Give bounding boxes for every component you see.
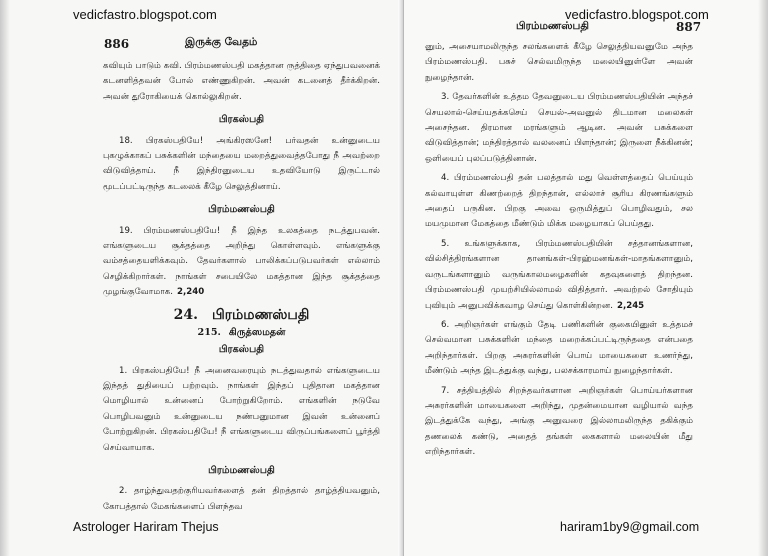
- right-running-head: பிரம்மணஸ்பதி: [516, 20, 589, 32]
- paragraph-verse-1: 1. பிரகஸ்பதியே! நீ அனைவரையும் நடத்துவதால் எங்களுடைய இந்தத் துதியைப் பற்றவும். நாங்கள் இந்தப் புதிதான மகத்தான மொழியால் உன்னைப் போற்றுகிறோம். எங்களின் நடுவே பொழிபவனும் உன்னுடைய நண்பனுமான இவன் உன்னைப் போற்றுகிறன். பிரகஸ்பதியே! நீ எங்களுடைய விருப்பங்களைப் பூர்த்தி செய்வாயாக.: [103, 365, 380, 453]
- verse-19-text: 19. பிரம்மணஸ்பதியே! நீ இந்த உலகத்தை நடத்துபவன். எங்களுடைய சூக்தத்தை அறிந்து கொள்ளவும். எங்களுக்கு வம்சத்தையளிக்கவும். தேவர்களால் பாலிக்கப்படுபவர்கள் எல்லாம் செழிக்கிறார்கள். நாங்கள் சபையிலே மகத்தான இந்த சூக்தத்தை முழங்குவோமாக.: [103, 225, 380, 298]
- watermark-bottom-left: Astrologer Hariram Thejus: [73, 520, 219, 534]
- section-heading-brahmanaspati-2: பிரம்மணஸ்பதி: [208, 464, 275, 476]
- paragraph-verse-5: [425, 237, 693, 314]
- paragraph-verse-3: 3. தேவர்களின் உத்தம தேவனுடைய பிரம்மணஸ்பதியின் அந்தச் செயலால்-செய்யதக்கசெய் செயல்-அவனுல் திடமான மலைகள் அசைந்தன. திரமான மரங்களும் ஆடின. அவன் பசுக்களை விடுவித்தான்; மந்திரத்தால் வலனைப் பிளந்தான்; இருளை நீக்கினன்; ஒளியைப் புலப்படுத்தினான்.: [425, 92, 693, 164]
- right-page: [404, 0, 768, 556]
- watermark-bottom-right: hariram1by9@gmail.com: [560, 520, 700, 534]
- section-heading-brahmanaspati: பிரம்மணஸ்பதி: [208, 204, 275, 216]
- section-number: 24.: [173, 306, 199, 323]
- verse-5-text: 5. உங்களுக்காக, பிரம்மணஸ்பதியின் சத்தானங்களான, வில்சித்திரங்களான தானங்கள்-பிரஹ்மனங்கள்-மாதங்களானும், வருடங்களானும் வருங்காலமழைகளின் கதவுகளைத் திறந்தன. பிரம்மணஸ்பதி முயற்சியில்லாமல் விதித்தார். அவற்றல் சோதியும் புவியும் அனுபவிக்கவாழ செய்து கொள்கின்றன.: [425, 238, 693, 311]
- watermark-top-right: vedicfastro.blogspot.com: [565, 7, 709, 22]
- section-title: [103, 305, 380, 325]
- right-text-column: [425, 40, 693, 461]
- section-heading-brihaspati: பிரகஸ்பதி: [218, 114, 265, 126]
- hymn-number: 215.: [197, 326, 221, 338]
- paragraph-continued: கவியும் பாடும் கவி. பிரம்மணஸ்பதி மகத்தான ருத்திதை ஏந்துபவனைக் கடனளித்தவன் போல் எண்ணுகிறன். அவன் கடனைத் தீர்க்கிறன். அவன் துரோகியைக் கொல்லுகிறன்.: [103, 61, 380, 102]
- left-edge-shadow: [0, 0, 10, 556]
- paragraph-verse-19: [103, 224, 380, 301]
- verse-5-reference: 2,245: [616, 300, 645, 311]
- verse-reference: 2,240: [177, 287, 205, 298]
- paragraph-verse-2: 2. தாழ்ந்துவதற்குரியவர்களைத் தன் திறத்தால் தாழ்த்தியவனும், கோபத்தால் மேகங்களைப் பிளந்தவ: [103, 486, 380, 512]
- paragraph-verse-6: 6. அறிஞர்கள் எங்கும் தேடி பணிகளின் குகையினுள் உத்தமச் செல்வமான பசுக்களின் மந்தை மறைக்கப்பட்டிருந்ததை என்பதை அறிந்தார்கள். பிறகு அசுரர்களின் பொய் மாயைகளை உணர்ந்து, மீண்டும் அந்த இடத்துக்கு வந்து, பலசக்காரமாய் நுழைந்தார்கள்.: [425, 319, 693, 377]
- watermark-top-left: vedicfastro.blogspot.com: [73, 7, 217, 22]
- paragraph-continued-right: னும், அசையாமலிருந்த சலங்களைக் கீழே செலுத்தியவனுமே அந்த பிரம்மணஸ்பதி. பசுச் செல்வமிருந்த மலையினுள்ளே அவன் நுழைந்தான்.: [425, 42, 693, 83]
- left-page-number: 886: [104, 37, 130, 51]
- left-text-column: [103, 59, 380, 515]
- paragraph-verse-7: 7. சத்தியத்தில் சிறந்தவர்களான அறிஞர்கள் பொய்யர்களான அசுரர்களின் மாயைகளை அறிந்து, முதன்மையான வழியால் வந்த இடத்துக்கே வந்து, அங்கு அனுவரை இல்லாமலிருந்த தகிக்கும் தணலைக் கண்டு, அதைத் தங்கள் கைகளால் மலையின் மீது எறிந்தார்கள்.: [425, 385, 693, 458]
- left-running-head: இருக்கு வேதம்: [185, 36, 258, 48]
- right-edge-shadow: [758, 0, 768, 556]
- section-heading-brihaspati-2: பிரகஸ்பதி: [218, 344, 265, 356]
- right-page-number: 887: [676, 20, 702, 34]
- paragraph-verse-4: 4. பிரம்மணஸ்பதி தன் பலத்தால் மது வெள்ளத்தைப் பெய்யும் கல்வாயுள்ள கிணற்றைத் திறந்தான், எல்லாச் சூரிய கிரணங்களும் அதைப் பருகின. பிறகு அவை ஒருமித்துப் பொழிவதும், சல மயமுமான மேகத்தை மீண்டும் மிக்க மழையாகப் பெய்தது.: [425, 173, 693, 230]
- paragraph-verse-18: 18. பிரகஸ்பதியே! அங்கிரஸனே! பர்வதன் உன்னுடைய புகழுக்காகப் பசுக்களின் மந்தையை மறைத்துவைத்தபோது நீ அவற்றை விடுவித்தாய். நீ இந்திரனுடைய உதவியோடு இருட்டால் மூடப்பட்டிருந்த கடலைக் கீழே செலுத்தினாய்.: [103, 135, 380, 192]
- hymn-title: [103, 325, 380, 340]
- section-title-text: பிரம்மணஸ்பதி: [212, 306, 310, 323]
- hymn-author: கிருத்ஸமதன்: [228, 326, 286, 338]
